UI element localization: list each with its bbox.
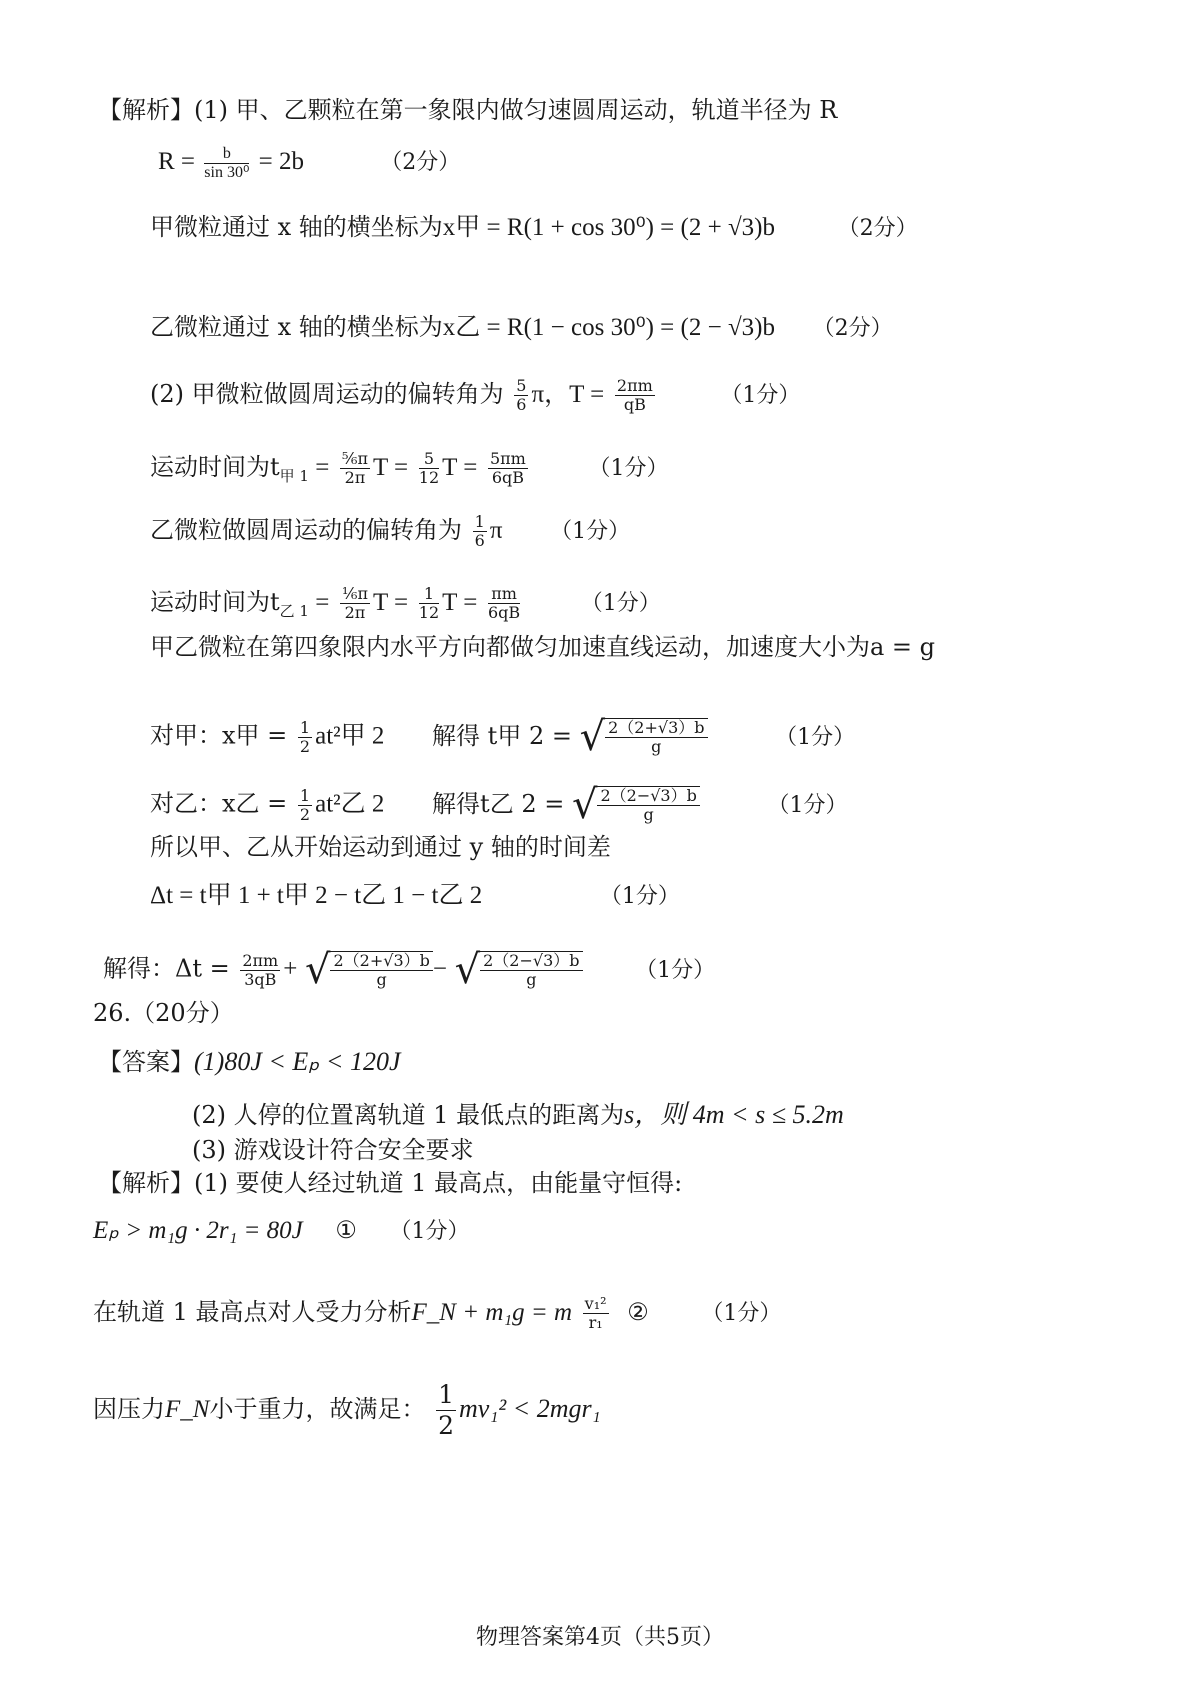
delta-t-equation: Δt = t甲 1 + t甲 2 − t乙 1 − t乙 2 （1分） [150,882,680,909]
fourth-quadrant-line: 甲乙微粒在第四象限内水平方向都做匀加速直线运动，加速度大小为a = g [150,633,936,661]
jia-angle-line: (2) 甲微粒做圆周运动的偏转角为 $\frac{5}{6}$ π，T = $\frac{2\pi m}{qB}$ （1分） [150,376,801,414]
score-label: （1分） [588,456,669,481]
radius-equation: R = $\frac{b}{\text{sin 30⁰}}$ = 2b （2分） [158,145,461,181]
yi-time-solve-line: 对乙：x乙 = $\frac{1}{2}$ at²乙 2 解得t乙 2 = √ $\frac{2(2-√3)b}{g}$ （1分） [150,782,848,828]
time-difference-intro: 所以甲、乙从开始运动到通过 y 轴的时间差 [150,833,611,861]
x-jia-line: 甲微粒通过 x 轴的横坐标为x甲 = R(1 + cos 30⁰) = (2 + √3)b （2分） [150,213,918,241]
radius-fraction: $\frac{b}{\text{sin 30⁰}}$ [204,145,250,181]
sqrt-expression: √ $\frac{2(2+√3)b}{g}$ [580,717,708,757]
score-label: （1分） [599,884,680,909]
score-label: （1分） [580,591,661,616]
answer-line-1: 【答案】(1)80J < Eₚ < 120J [98,1047,401,1076]
jia-time-solve-line: 对甲：x甲 = $\frac{1}{2}$ at²甲 2 解得 t甲 2 = √ $\frac{2(2+√3)b}{g}$ （1分） [150,714,856,760]
score-label: （1分） [767,792,848,818]
score-label: （1分） [720,383,801,408]
score-label: （2分） [380,150,461,176]
delta-t-result: 解得：Δt = $\frac{2\pi m}{3qB}$ + √ $\frac{2(2+√3)b}{g}$ − √ $\frac{2(2-√3)b}{g}$ （1分） [103,947,716,993]
answer-line-3: (3) 游戏设计符合安全要求 [192,1136,474,1164]
score-label: （1分） [701,1301,782,1326]
t-jia1-line: 运动时间为$t_{甲 1}$ = $\frac{\text{⁵⁄₆π}}{2\pi}$ T = $\frac{5}{12}$ T = $\frac{5\pi m}{6qB}$ （1分） [150,449,669,487]
sqrt-expression: √ $\frac{2(2-√3)b}{g}$ [572,785,700,825]
pressure-condition-line: 因压力F_N小于重力，故满足： $\frac{1}{2}$ mv₁² < 2mgr₁ [93,1380,601,1440]
energy-inequality-line: Eₚ > m₁g · 2r₁ = 80J ① （1分） [93,1216,470,1244]
score-label: （1分） [389,1219,470,1244]
page-footer: 物理答案第4页（共5页） [476,1625,724,1650]
score-label: （1分） [550,519,631,544]
score-label: （2分） [837,216,918,241]
force-analysis-line: 在轨道 1 最高点对人受力分析F_N + m₁g = m $\frac{\text{v₁²}}{\text{r₁}}$ ② （1分） [93,1294,782,1332]
score-label: （1分） [635,957,716,983]
question-26-heading: 26.（20分） [93,999,234,1027]
score-label: （1分） [775,724,856,750]
x-yi-line: 乙微粒通过 x 轴的横坐标为x乙 = R(1 − cos 30⁰) = (2 − √3)b （2分） [150,313,893,341]
score-label: （2分） [812,316,893,341]
analysis-26-line-1: 【解析】(1) 要使人经过轨道 1 最高点，由能量守恒得: [98,1169,683,1197]
t-yi1-line: 运动时间为$t_{乙 1}$ = $\frac{\text{¹⁄₆π}}{2\pi}$ T = $\frac{1}{12}$ T = $\frac{\pi m}{6qB}$ （1分） [150,584,661,622]
analysis-line-1: 【解析】(1) 甲、乙颗粒在第一象限内做匀速圆周运动，轨道半径为 R [98,96,838,124]
yi-angle-line: 乙微粒做圆周运动的偏转角为 $\frac{1}{6}$ π （1分） [150,512,631,550]
answer-line-2: (2) 人停的位置离轨道 1 最低点的距离为s，则 4m < s ≤ 5.2m [192,1100,844,1129]
